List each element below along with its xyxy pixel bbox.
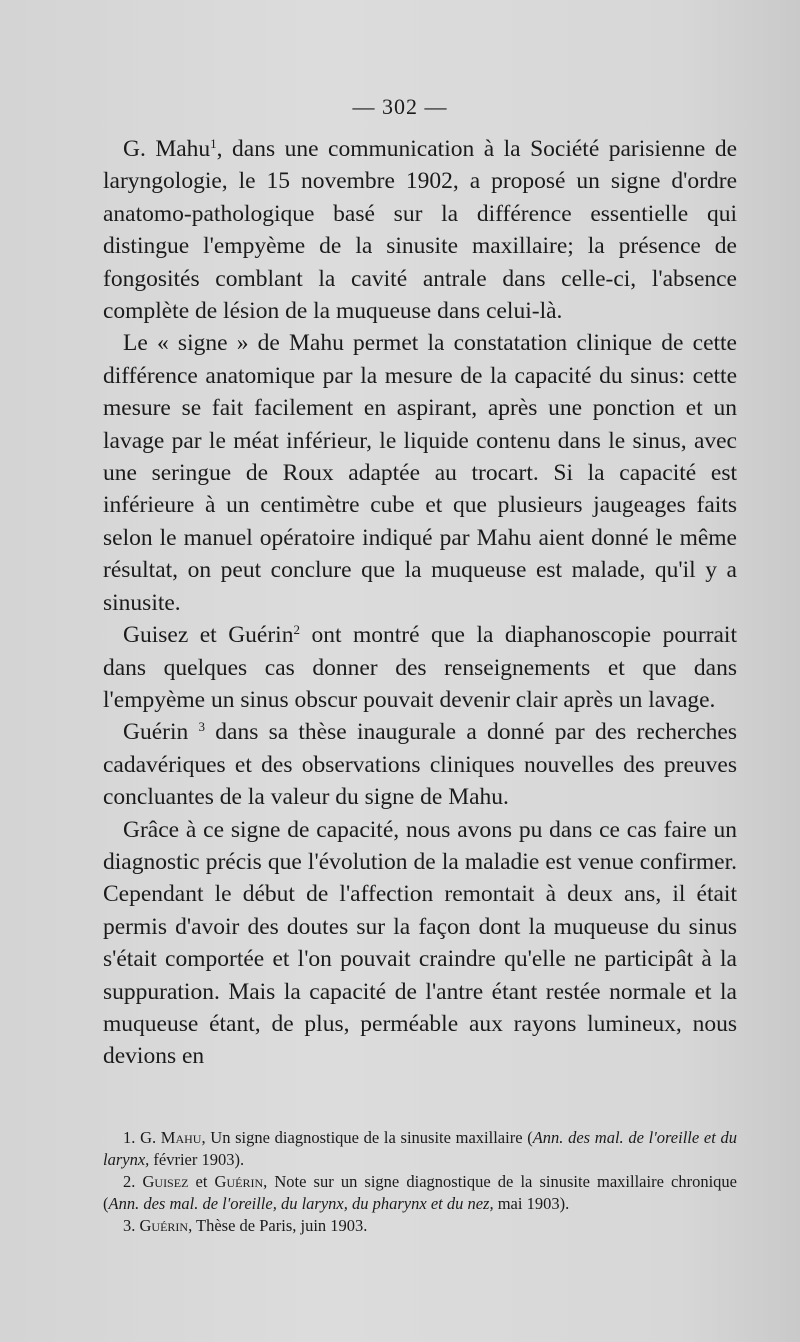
footnote-ref: 1 bbox=[210, 136, 217, 151]
text-segment: Ann. des mal. de l'oreille, du larynx, du pharynx et du nez, bbox=[108, 1194, 494, 1213]
text-segment: ont montré que la diaphanoscopie pourrait dans quelques cas donner des renseignements et que dans l'empyème un sinus obscur pouvait devenir clair après un lavage. bbox=[103, 622, 737, 713]
text-segment: Guisez et Guérin bbox=[123, 622, 294, 649]
text-segment: , Note sur un signe diagnostique de la sinusite maxillaire chronique ( bbox=[103, 1172, 737, 1213]
footnote bbox=[103, 1127, 737, 1171]
text-segment: Guérin bbox=[214, 1172, 264, 1191]
text-segment: février 1903). bbox=[149, 1150, 245, 1169]
footnote-ref: 3 bbox=[198, 719, 206, 735]
footnote-ref: 2 bbox=[293, 622, 300, 638]
text-segment: 2. bbox=[123, 1172, 143, 1191]
paragraph bbox=[103, 133, 737, 327]
text-segment: , Un signe diagnostique de la sinusite maxillaire ( bbox=[201, 1128, 533, 1147]
text-segment: mai 1903). bbox=[493, 1194, 570, 1213]
text-segment: 3. bbox=[123, 1216, 140, 1235]
text-segment: Grâce à ce signe de capacité, nous avons pu dans ce cas faire un diagnostic précis que l'évolution de la maladie est venue confirmer. Cependant le début de l'affection remontait à deux ans, il était permis d'avoir des doutes sur la façon dont la muqueuse du sinus s'était comportée et l'on pouvait craindre qu'elle ne participât à la suppuration. Mais la capacité de l'antre étant restée normale et la muqueuse étant, de plus, perméable aux rayons lumineux, nous devions en bbox=[103, 816, 737, 1070]
page-number: — 302 — bbox=[352, 94, 448, 119]
text-segment: Guérin bbox=[123, 719, 199, 746]
text-segment: 1. G. bbox=[123, 1128, 161, 1147]
body-text bbox=[103, 133, 737, 1073]
paragraph bbox=[103, 619, 737, 716]
text-segment: , dans une communication à la Société parisienne de laryngologie, le 15 novembre 1902, a proposé un signe d'ordre anatomo-pathologique basé sur la différence essentielle qui distingue l'empyème de la sinusite maxillaire; la présence de fongosités comblant la cavité antrale dans celle-ci, l'absence complète de lésion de la muqueuse dans celui-là. bbox=[103, 136, 737, 325]
text-segment: dans sa thèse inaugurale a donné par des recherches cadavériques et des observations cliniques nouvelles des preuves concluantes de la valeur du signe de Mahu. bbox=[103, 719, 737, 811]
footnotes bbox=[103, 1127, 737, 1237]
text-segment: Le « signe » de Mahu permet la constatation clinique de cette différence anatomique par la mesure de la capacité du sinus: cette mesure se fait facilement en aspirant, après une ponction et un lavage par le méat inférieur, le liquide contenu dans le sinus, avec une seringue de Roux adaptée au trocart. Si la capacité est inférieure à un centimètre cube et que plusieurs jaugeages faits selon le manuel opératoire indiqué par Mahu aient donné le même résultat, on peut conclure que la muqueuse est malade, qu'il y a sinusite. bbox=[103, 330, 737, 616]
text-segment: G. Mahu bbox=[123, 136, 211, 162]
text-segment: Guérin bbox=[139, 1216, 189, 1235]
text-segment: Ann. des mal. de l'oreille et du larynx, bbox=[103, 1128, 737, 1169]
paragraph bbox=[103, 814, 737, 1073]
text-segment: et bbox=[188, 1172, 215, 1191]
text-segment: Guisez bbox=[142, 1172, 189, 1191]
footnote bbox=[103, 1215, 737, 1237]
text-segment: Mahu bbox=[160, 1128, 202, 1147]
footnote bbox=[103, 1171, 737, 1215]
paragraph bbox=[103, 716, 737, 813]
paragraph bbox=[103, 327, 737, 619]
text-segment: , Thèse de Paris, juin 1903. bbox=[188, 1216, 368, 1235]
